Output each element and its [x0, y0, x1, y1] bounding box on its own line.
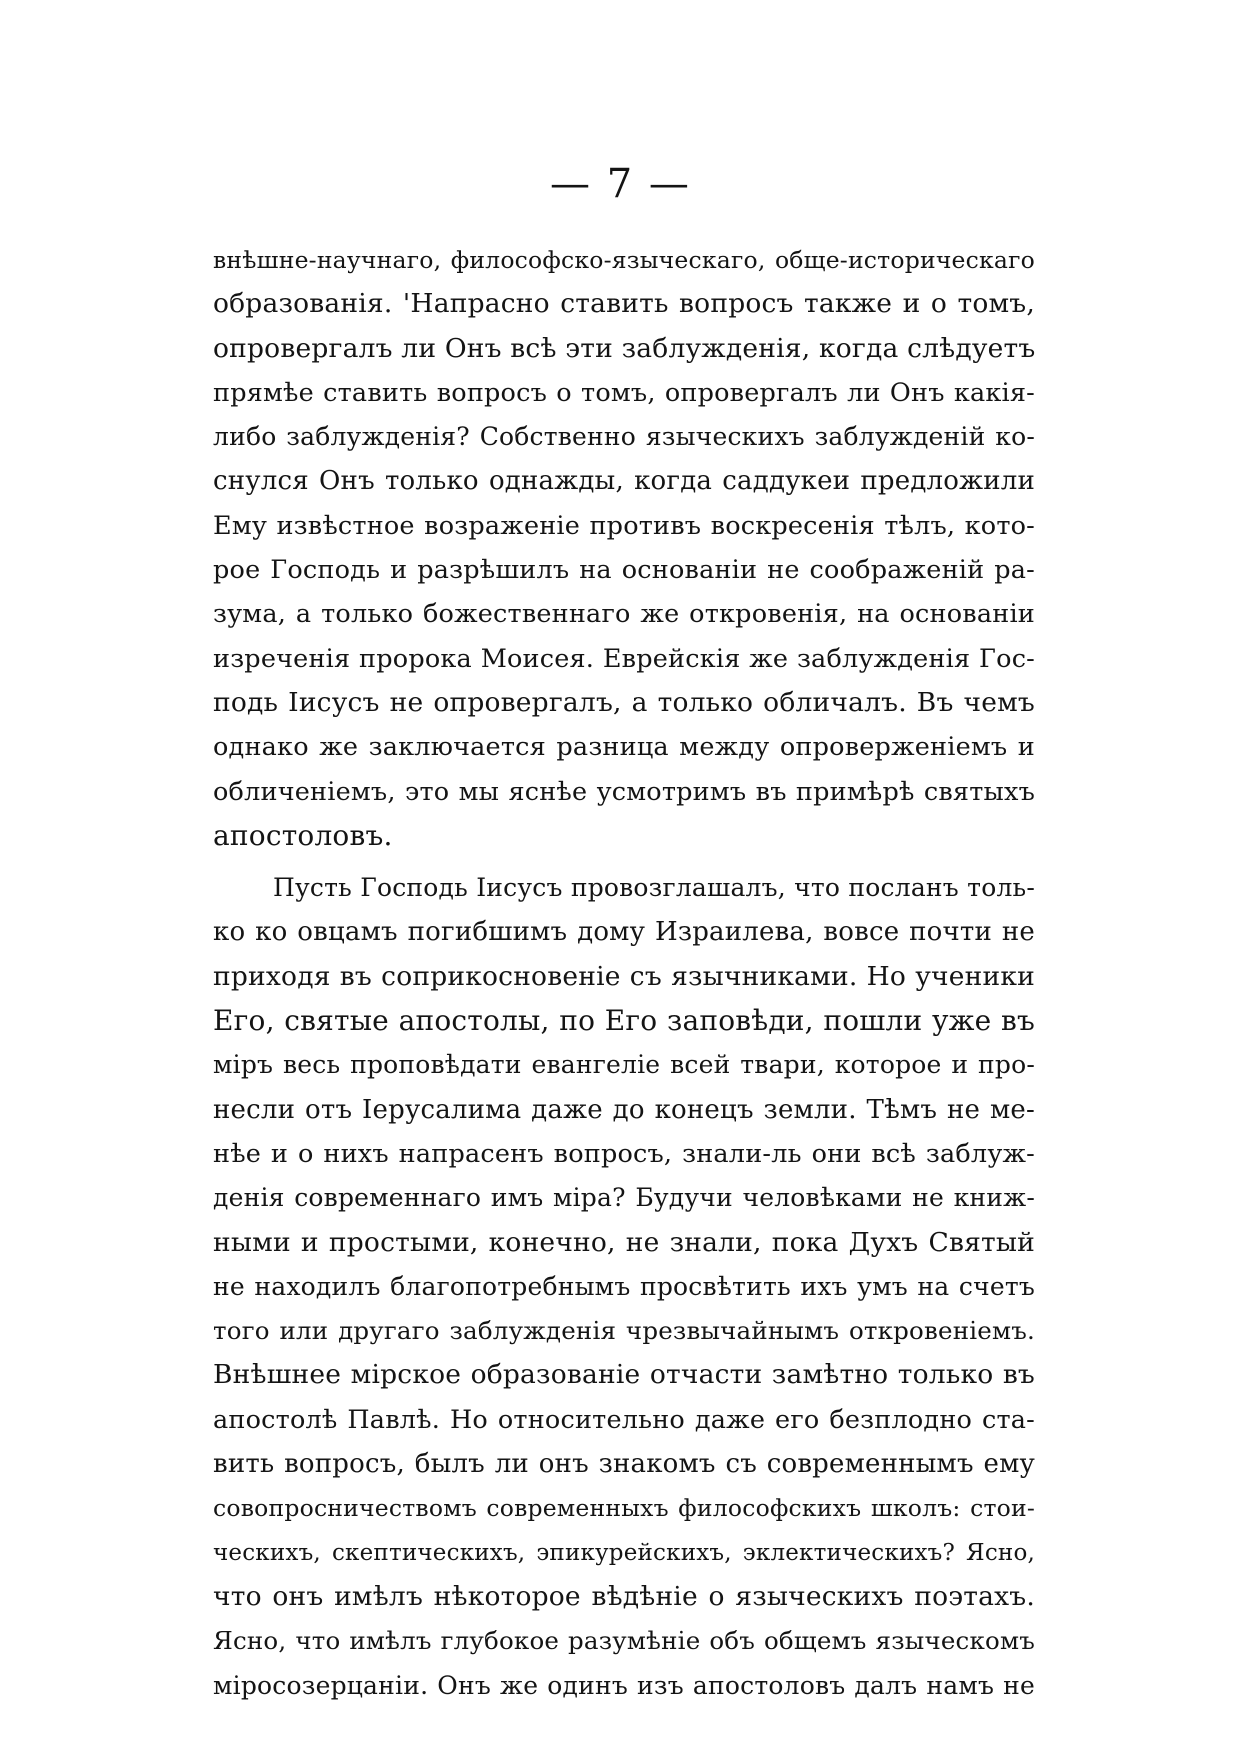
text-line: снулся Онъ только однажды, когда саддукеи предложили — [213, 466, 1035, 497]
text-line: однако же заключается разница между опроверженіемъ и — [213, 732, 1035, 763]
text-line: рое Господь и разрѣшилъ на основаніи не соображеній ра- — [213, 555, 1035, 586]
text-line: либо заблужденія? Собственно языческихъ заблужденій ко- — [213, 422, 1035, 452]
text-line: Ясно, что имѣлъ глубокое разумѣніе объ общемъ языческомъ — [213, 1626, 1035, 1656]
paragraph-gap — [213, 858, 1035, 866]
text-line: ко ко овцамъ погибшимъ дому Израилева, вовсе почти не — [213, 917, 1035, 948]
text-line: образованія. 'Напрасно ставить вопросъ также и о томъ, — [213, 288, 1035, 320]
text-line: ными и простыми, конечно, не знали, пока Духъ Святый — [213, 1226, 1035, 1258]
text-line: что онъ имѣлъ нѣкоторое вѣдѣніе о языческихъ поэтахъ. — [213, 1580, 1035, 1612]
text-line: ческихъ, скептическихъ, эпикурейскихъ, эклектическихъ? Ясно, — [213, 1539, 1035, 1566]
text-line: зума, а только божественнаго же откровенія, на основаніи — [213, 599, 1035, 630]
text-line: Ему извѣстное возраженіе противъ воскресенія тѣлъ, кото- — [213, 510, 1035, 541]
text-line: Его, святые апостолы, по Его заповѣди, пошли уже въ — [213, 1004, 1035, 1038]
paragraph-2 — [213, 866, 1035, 1708]
text-line: прямѣе ставить вопросъ о томъ, опровергалъ ли Онъ какія- — [213, 377, 1035, 408]
text-line: подь Іисусъ не опровергалъ, а только обличалъ. Въ чемъ — [213, 686, 1035, 718]
text-line: того или другаго заблужденія чрезвычайнымъ откровеніемъ. — [213, 1316, 1035, 1346]
text-line: апостоловъ. — [213, 818, 393, 852]
text-line: Пусть Господь Іисусъ провозглашалъ, что посланъ толь- — [273, 873, 1035, 903]
text-line: несли отъ Іерусалима даже до конецъ земли. Тѣмъ не ме- — [213, 1094, 1035, 1125]
text-line: не находилъ благопотребнымъ просвѣтить ихъ умъ на счетъ — [213, 1271, 1035, 1301]
text-line: внѣшне-научнаго, философско-языческаго, обще-историческаго — [213, 246, 1035, 274]
text-line: денія современнаго имъ міра? Будучи человѣками не книж- — [213, 1183, 1035, 1213]
text-line: приходя въ соприкосновеніе съ язычниками. Но ученики — [213, 960, 1035, 992]
text-line: изреченія пророка Моисея. Еврейскія же заблужденія Гос- — [213, 643, 1035, 674]
paragraph-1 — [213, 238, 1035, 858]
body-text — [213, 238, 1035, 1708]
text-line: нѣе и о нихъ напрасенъ вопросъ, знали-ль они всѣ заблуж- — [213, 1138, 1035, 1169]
text-line: апостолѣ Павлѣ. Но относительно даже его безплодно ста- — [213, 1404, 1035, 1435]
text-line: совопросничествомъ современныхъ философскихъ школъ: стои- — [213, 1494, 1035, 1523]
text-line: міръ весь проповѣдати евангеліе всей твари, которое и про- — [213, 1050, 1035, 1080]
text-line: Внѣшнее мірское образованіе отчасти замѣтно только въ — [213, 1359, 1035, 1391]
text-line: вить вопросъ, былъ ли онъ знакомъ съ современнымъ ему — [213, 1449, 1035, 1480]
text-line: міросозерцаніи. Онъ же одинъ изъ апостоловъ далъ намъ не — [213, 1670, 1035, 1700]
text-line: обличеніемъ, это мы яснѣе усмотримъ въ примѣрѣ святыхъ — [213, 776, 1035, 807]
text-line: опровергалъ ли Онъ всѣ эти заблужденія, когда слѣдуетъ — [213, 332, 1036, 364]
page-number: — 7 — — [550, 161, 691, 207]
